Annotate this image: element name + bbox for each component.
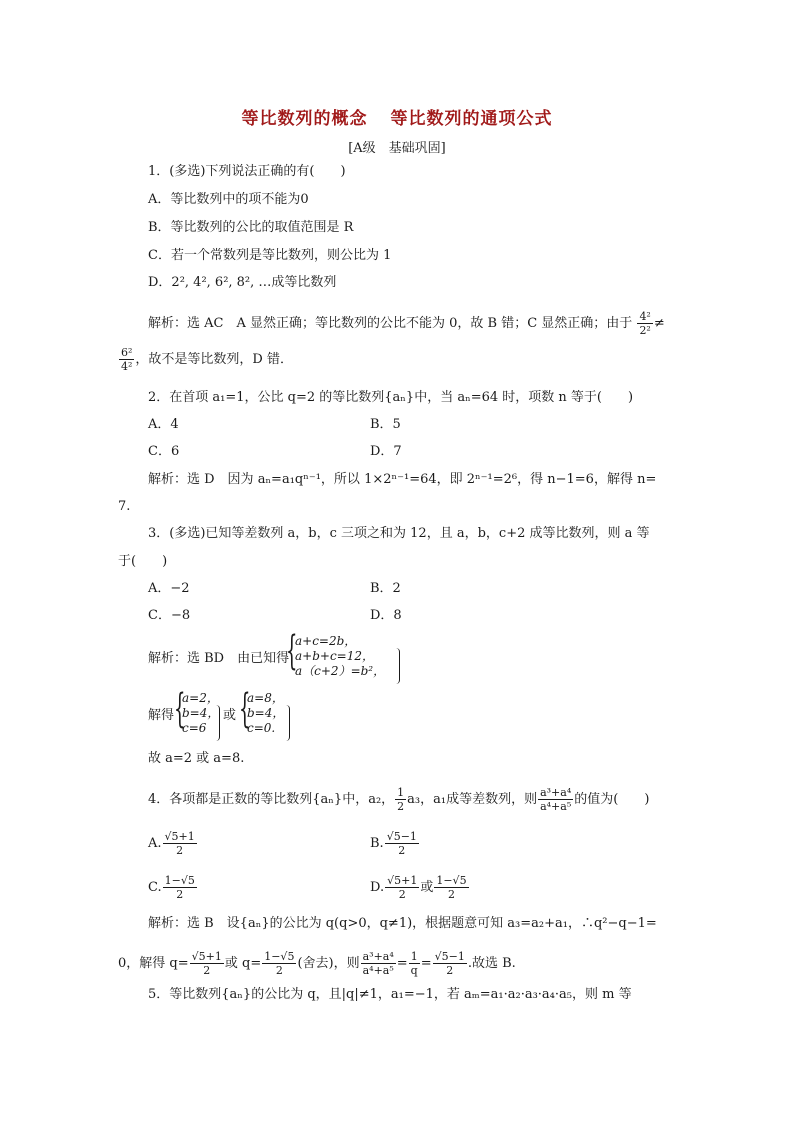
not-equal-sign: ≠ [653,316,665,331]
system-close-3 [286,705,290,741]
system-brace-2: { [174,686,186,732]
section-subtitle: [A级 基础巩固] [348,141,446,156]
q4-option-a: A. $\frac{√5+1}{2}$ [148,830,195,857]
system-close-2 [216,705,220,741]
q3-solve-lead: 解得 [148,708,175,723]
q1-stem: 1．(多选)下列说法正确的有( ) [148,164,346,179]
q2-stem: 2．在首项 a₁=1，公比 q=2 的等比数列{aₙ}中，当 aₙ=64 时，项数 n 等于( ) [148,390,634,405]
q4-stem: 4．各项都是正数的等比数列{aₙ}中，a₂， $\frac{1}{2}$ a₃，a₁成等差数列，则 $\frac{\text{a³+a⁴}}{\text{a⁴+a⁵}}$ 的值为( ) [148,786,650,813]
title-part-2: 等比数列的通项公式 [390,109,553,129]
q3-option-b: B．2 [370,581,401,596]
q1-option-d: D．2², 4², 6², 8², …成等比数列 [148,275,337,290]
equation-system-1: a+c=2b， a+b+c=12， a（c+2）=b²， [295,634,386,678]
title-part-1: 等比数列的概念 [241,109,368,129]
q1-option-b: B．等比数列的公比的取值范围是 R [148,220,354,235]
q4-option-c: C. $\frac{1-√5}{2}$ [148,874,195,901]
equation-system-2: a=2， b=4， c=6 [182,691,220,735]
q1-fraction-1: $\frac{\text{4²}}{\text{2²}}$ [639,310,651,337]
ratio-fraction: $\frac{\text{a³+a⁴}}{\text{a⁴+a⁵}}$ [540,786,572,813]
q2-answer-line2: 7. [118,499,131,514]
equation-system-3: a=8， b=4， c=0. [247,691,285,735]
q3-conclusion: 故 a=2 或 a=8. [148,751,245,766]
system-brace-3: { [239,686,251,732]
q5-stem: 5．等比数列{aₙ}的公比为 q，且|q|≠1，a₁=−1，若 aₘ=a₁·a₂·a₃·a₄·a₅，则 m 等 [148,987,632,1002]
q3-option-a: A．−2 [148,581,190,596]
q1-fraction-2: $\frac{\text{6²}}{\text{4²}}$ [121,346,133,373]
q2-answer-line1: 解析：选 D 因为 aₙ=a₁qⁿ⁻¹，所以 1×2ⁿ⁻¹=64，即 2ⁿ⁻¹=2⁶，得 n−1=6，解得 n= [148,472,657,487]
system-brace-1: { [286,628,298,674]
q3-answer-lead: 解析：选 BD 由已知得 [148,651,290,666]
q2-option-a: A．4 [148,417,179,432]
q4-option-b: B. $\frac{√5-1}{2}$ [370,830,417,857]
half-fraction: $\frac{1}{2}$ [397,786,405,813]
q1-answer-line2 [118,346,293,373]
system-close-1 [396,648,400,684]
q1-answer-line1 [148,310,665,337]
q4-answer-line2: 0，解得 q= $\frac{√5+1}{2}$ 或 q= $\frac{1-√5}{2}$ (舍去)，则 $\frac{\text{a³+a⁴}}{\text{a⁴+a⁵}}$ = $\frac{1}{q}$ = $\frac{√5-1}{2}$ .故选 B. [118,950,516,977]
q1-option-a: A．等比数列中的项不能为0 [148,192,309,207]
q4-option-d: D. $\frac{√5+1}{2}$ 或 $\frac{1-√5}{2}$ [370,874,467,901]
q3-or: 或 [223,708,237,723]
q1-answer-text: 解析：选 AC A 显然正确；等比数列的公比不能为 0，故 B 错；C 显然正确；由于 [148,316,633,331]
q3-stem-line2: 于( ) [118,554,168,569]
q3-stem-line1: 3．(多选)已知等差数列 a，b，c 三项之和为 12，且 a，b，c+2 成等比数列，则 a 等 [148,526,650,541]
q1-option-c: C．若一个常数列是等比数列，则公比为 1 [148,248,392,263]
q4-answer-line1: 解析：选 B 设{aₙ}的公比为 q(q>0，q≠1)，根据题意可知 a₃=a₂+a₁，∴q²−q−1= [148,916,657,931]
q2-option-c: C．6 [148,444,180,459]
q2-option-d: D．7 [370,444,402,459]
page-title [0,104,794,129]
q1-answer-conclusion: ，故不是等比数列，D 错． [135,352,293,367]
q3-option-c: C．−8 [148,608,191,623]
q3-option-d: D．8 [370,608,402,623]
q2-option-b: B．5 [370,417,401,432]
